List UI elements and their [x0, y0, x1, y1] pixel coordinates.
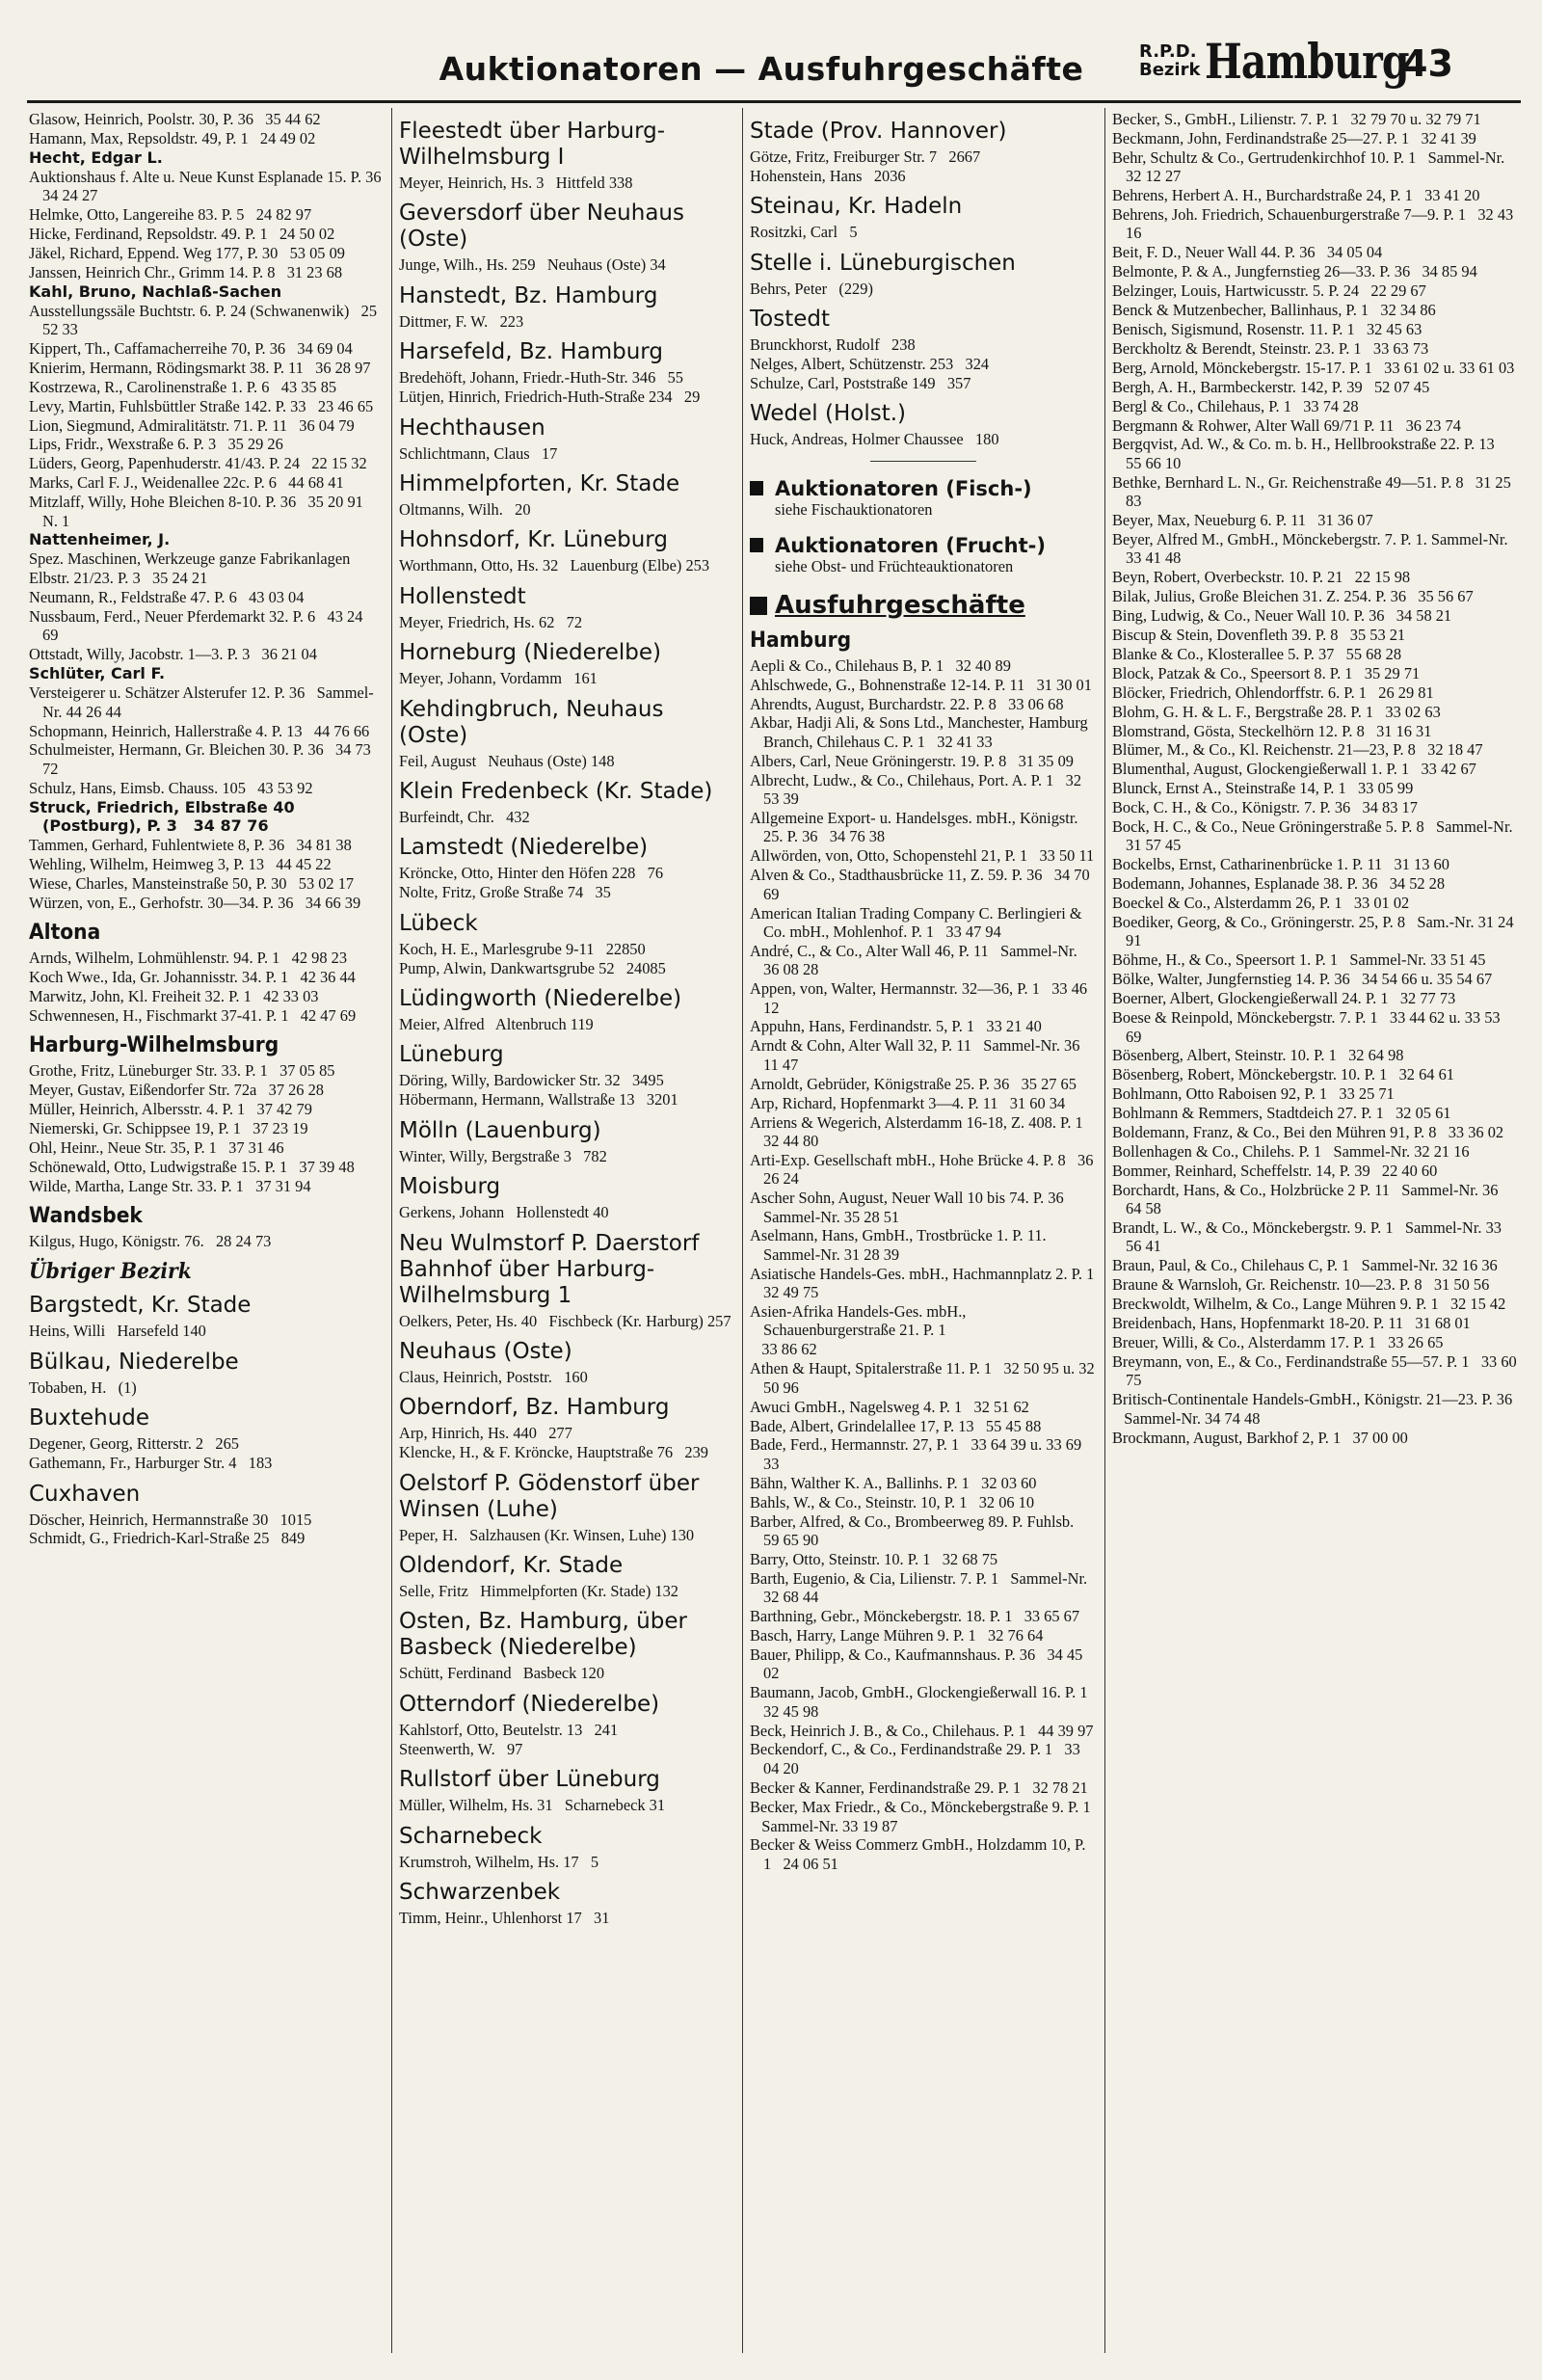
directory-entry: Ahlschwede, G., Bohnenstraße 12-14. P. 11 31 30 01: [750, 675, 1092, 694]
directory-entry: Bock, H. C., & Co., Neue Gröningerstraße 5. P. 8 Sammel-Nr. 31 57 45: [1112, 817, 1517, 855]
directory-entry: Brunckhorst, Rudolf 238: [750, 335, 916, 355]
directory-entry: Block, Patzak & Co., Speersort 8. P. 1 35 29 71: [1112, 663, 1421, 682]
directory-entry: Heins, Willi Harsefeld 140: [29, 1322, 206, 1341]
directory-entry: Bergh, A. H., Barmbeckerstr. 142, P. 39 52 07 45: [1112, 377, 1430, 396]
directory-entry: Levy, Martin, Fuhlsbüttler Straße 142. P. 33 23 46 65: [29, 396, 374, 415]
directory-entry: Appuhn, Hans, Ferdinandstr. 5, P. 1 33 21 40: [750, 1017, 1042, 1036]
directory-entry: Behrens, Herbert A. H., Burchardstraße 24, P. 1 33 41 20: [1112, 186, 1480, 205]
place-heading: Bülkau, Niederelbe: [29, 1349, 239, 1375]
directory-entry: Arnoldt, Gebrüder, Königstraße 25. P. 36 35 27 65: [750, 1074, 1077, 1093]
directory-entry: Berg, Arnold, Mönckebergstr. 15-17. P. 1 33 61 02 u. 33 61 03: [1112, 358, 1515, 377]
directory-entry: Allwörden, von, Otto, Schopenstehl 21, P. 1 33 50 11: [750, 846, 1095, 866]
directory-entry: Würzen, von, E., Gerhofstr. 30—34. P. 36 34 66 39: [29, 893, 361, 912]
place-heading: Mölln (Lauenburg): [399, 1117, 601, 1143]
directory-entry: Schopmann, Heinrich, Hallerstraße 4. P. 13 44 76 66: [29, 721, 370, 740]
place-heading: Tostedt: [750, 307, 830, 333]
directory-entry: Beyer, Max, Neueburg 6. P. 11 31 36 07: [1112, 511, 1373, 530]
place-heading: Lübeck: [399, 910, 478, 936]
place-heading: Geversdorf über Neuhaus (Oste): [399, 201, 692, 253]
directory-entry: Bockelbs, Ernst, Catharinenbrücke 1. P. 11 31 13 60: [1112, 855, 1449, 874]
directory-entry: Versteigerer u. Schätzer Alsterufer 12. P. 36 Sammel-Nr. 44 26 44: [29, 683, 374, 721]
directory-entry: Höbermann, Hermann, Wallstraße 13 3201: [399, 1090, 678, 1110]
directory-entry: Barth, Eugenio, & Cia, Lilienstr. 7. P. 1 Sammel-Nr. 32 68 44: [750, 1568, 1092, 1607]
district-label: [1139, 42, 1200, 79]
directory-entry: Kröncke, Otto, Hinter den Höfen 228 76: [399, 864, 664, 883]
place-heading: Lüneburg: [399, 1042, 504, 1068]
directory-entry: Koch Wwe., Ida, Gr. Johannisstr. 34. P. 1 42 36 44: [29, 967, 356, 986]
directory-entry: Akbar, Hadji Ali, & Sons Ltd., Manchester, Hamburg Branch, Chilehaus C. P. 1 32 41 33: [750, 713, 1092, 751]
place-heading: Himmelpforten, Kr. Stade: [399, 470, 680, 496]
directory-entry: Tobaben, H. (1): [29, 1377, 137, 1397]
directory-entry: Mitzlaff, Willy, Hohe Bleichen 8-10. P. 36 35 20 91 N. 1: [29, 493, 367, 530]
directory-entry: Basch, Harry, Lange Mühren 9. P. 1 32 76 64: [750, 1625, 1044, 1645]
directory-entry: Bergl & Co., Chilehaus, P. 1 33 74 28: [1112, 396, 1359, 415]
directory-entry: Bing, Ludwig, & Co., Neuer Wall 10. P. 36 34 58 21: [1112, 606, 1452, 626]
directory-entry: Lion, Siegmund, Admiralitätstr. 71. P. 11 36 04 79: [29, 415, 355, 435]
directory-entry: Wilde, Martha, Lange Str. 33. P. 1 37 31 94: [29, 1176, 311, 1195]
cross-reference-note: siehe Obst- und Früchteauktionatoren: [775, 556, 1014, 575]
directory-entry: Ausstellungssäle Buchtstr. 6. P. 24 (Schwanenwik) 25 52 33: [29, 301, 382, 338]
directory-entry: Breckwoldt, Wilhelm, & Co., Lange Mühren 9. P. 1 32 15 42: [1112, 1295, 1506, 1314]
place-heading: Kehdingbruch, Neuhaus (Oste): [399, 696, 671, 748]
directory-entry: Struck, Friedrich, Elbstraße 40 (Postburg), P. 3 34 87 76: [29, 797, 301, 836]
directory-entry: Claus, Heinrich, Poststr. 160: [399, 1367, 588, 1386]
directory-entry: Hohenstein, Hans 2036: [750, 166, 906, 185]
directory-entry: Borchardt, Hans, & Co., Holzbrücke 2 P. 11 Sammel-Nr. 36 64 58: [1112, 1180, 1502, 1218]
directory-entry: Awuci GmbH., Nagelsweg 4. P. 1 32 51 62: [750, 1397, 1029, 1416]
directory-entry: Gathemann, Fr., Harburger Str. 4 183: [29, 1454, 273, 1473]
directory-entry: Niemerski, Gr. Schippsee 19, P. 1 37 23 19: [29, 1118, 308, 1137]
directory-entry: Oltmanns, Wilh. 20: [399, 499, 531, 519]
directory-entry: Arti-Exp. Gesellschaft mbH., Hohe Brücke 4. P. 8 36 26 24: [750, 1150, 1098, 1189]
directory-entry: Sammel-Nr. 33 19 87: [750, 1816, 898, 1835]
directory-entry: Arp, Richard, Hopfenmarkt 3—4. P. 11 31 60 34: [750, 1093, 1066, 1112]
directory-entry: Meyer, Friedrich, Hs. 62 72: [399, 612, 583, 631]
directory-entry: Junge, Wilh., Hs. 259 Neuhaus (Oste) 34: [399, 255, 666, 275]
directory-entry: Biscup & Stein, Dovenfleth 39. P. 8 35 53 21: [1112, 625, 1406, 644]
directory-entry: Bergqvist, Ad. W., & Co. m. b. H., Hellbrookstraße 22. P. 13 55 66 10: [1112, 435, 1507, 472]
directory-entry: Sammel-Nr. 34 74 48: [1112, 1409, 1261, 1429]
directory-entry: Pump, Alwin, Dankwartsgrube 52 24085: [399, 958, 666, 977]
directory-entry: Kippert, Th., Caffamacherreihe 70, P. 36 34 69 04: [29, 338, 353, 358]
directory-entry: Auktionshaus f. Alte u. Neue Kunst Esplanade 15. P. 36 34 24 27: [29, 167, 393, 205]
directory-entry: Blohm, G. H. & L. F., Bergstraße 28. P. 1 33 02 63: [1112, 702, 1441, 721]
directory-entry: Boese & Reinpold, Mönckebergstr. 7. P. 1 33 44 62 u. 33 53 69: [1112, 1008, 1504, 1046]
directory-entry: Winter, Willy, Bergstraße 3 782: [399, 1146, 607, 1165]
directory-entry: Spez. Maschinen, Werkzeuge ganze Fabrikanlagen: [29, 549, 351, 569]
directory-entry: Hecht, Edgar L.: [29, 147, 163, 167]
directory-entry: Behrens, Joh. Friedrich, Schauenburgerstraße 7—9. P. 1 32 43 16: [1112, 205, 1518, 243]
directory-entry: Aepli & Co., Chilehaus B, P. 1 32 40 89: [750, 655, 1011, 675]
directory-entry: Worthmann, Otto, Hs. 32 Lauenburg (Elbe) 253: [399, 556, 710, 575]
directory-entry: Glasow, Heinrich, Poolstr. 30, P. 36 35 44 62: [29, 110, 321, 128]
directory-entry: Barber, Alfred, & Co., Brombeerweg 89. P. Fuhlsb. 59 65 90: [750, 1511, 1086, 1549]
directory-entry: Belmonte, P. & A., Jungfernstieg 26—33. P. 36 34 85 94: [1112, 262, 1477, 281]
directory-entry: Belzinger, Louis, Hartwicusstr. 5. P. 24 22 29 67: [1112, 281, 1426, 301]
page-header: [0, 0, 1542, 106]
directory-entry: Kostrzewa, R., Carolinenstraße 1. P. 6 43 35 85: [29, 377, 337, 396]
directory-entry: Müller, Heinrich, Albersstr. 4. P. 1 37 42 79: [29, 1100, 312, 1118]
directory-entry: Alven & Co., Stadthausbrücke 11, Z. 59. P. 36 34 70 69: [750, 866, 1094, 903]
directory-entry: Beckmann, John, Ferdinandstraße 25—27. P. 1 32 41 39: [1112, 128, 1476, 147]
directory-entry: Feil, August Neuhaus (Oste) 148: [399, 751, 615, 770]
directory-entry: Behrs, Peter (229): [750, 279, 873, 298]
page-number: 43: [1402, 42, 1453, 85]
directory-entry: Bollenhagen & Co., Chilehs. P. 1 Sammel-Nr. 32 21 16: [1112, 1141, 1470, 1161]
place-heading: Harsefeld, Bz. Hamburg: [399, 339, 663, 365]
directory-entry: Barry, Otto, Steinstr. 10. P. 1 32 68 75: [750, 1549, 998, 1568]
place-heading: Neu Wulmstorf P. Daerstorf Bahnhof über Harburg-Wilhelmsburg 1: [399, 1230, 706, 1308]
directory-entry: Brockmann, August, Barkhof 2, P. 1 37 00 00: [1112, 1429, 1408, 1448]
directory-entry: Blunck, Ernst A., Steinstraße 14, P. 1 33 05 99: [1112, 779, 1414, 798]
directory-entry: Kahlstorf, Otto, Beutelstr. 13 241: [399, 1720, 619, 1739]
directory-entry: Bommer, Reinhard, Scheffelstr. 14, P. 39 22 40 60: [1112, 1161, 1438, 1180]
directory-entry: Schwennesen, H., Fischmarkt 37-41. P. 1 42 47 69: [29, 1005, 357, 1025]
category-heading: Auktionatoren (Fisch-): [750, 477, 1097, 500]
directory-entry: Berckholtz & Berendt, Steinstr. 23. P. 1 33 63 73: [1112, 338, 1429, 358]
section-heading: Altona: [29, 921, 101, 946]
directory-entry: Blümer, M., & Co., Kl. Reichenstr. 21—23, P. 8 32 18 47: [1112, 740, 1483, 760]
directory-entry: Schütt, Ferdinand Basbeck 120: [399, 1664, 605, 1683]
directory-entry: Kahl, Bruno, Nachlaß-Sachen: [29, 281, 282, 301]
directory-entry: Schulmeister, Hermann, Gr. Bleichen 30. P. 36 34 73 72: [29, 740, 375, 778]
directory-entry: Lütjen, Hinrich, Friedrich-Huth-Straße 234 29: [399, 388, 701, 407]
directory-entry: Jäkel, Richard, Eppend. Weg 177, P. 30 53 05 09: [29, 243, 345, 262]
place-heading: Hohnsdorf, Kr. Lüneburg: [399, 527, 668, 553]
place-heading: Hollenstedt: [399, 583, 526, 609]
directory-entry: Asien-Afrika Handels-Ges. mbH., Schauenburgerstraße 21. P. 1: [750, 1302, 970, 1340]
directory-entry: Bade, Albert, Grindelallee 17, P. 13 55 45 88: [750, 1416, 1042, 1435]
directory-entry: Peper, H. Salzhausen (Kr. Winsen, Luhe) 130: [399, 1525, 695, 1544]
directory-entry: Benck & Mutzenbecher, Ballinhaus, P. 1 32 34 86: [1112, 301, 1436, 320]
directory-entry: Nolte, Fritz, Große Straße 74 35: [399, 883, 611, 902]
directory-entry: Meyer, Heinrich, Hs. 3 Hittfeld 338: [399, 174, 633, 192]
directory-entry: Krumstroh, Wilhelm, Hs. 17 5: [399, 1852, 599, 1871]
directory-entry: Benisch, Sigismund, Rosenstr. 11. P. 1 32 45 63: [1112, 319, 1422, 338]
directory-entry: Becker & Weiss Commerz GmbH., Holzdamm 10, P. 1 24 06 51: [750, 1835, 1090, 1873]
directory-entry: Ottstadt, Willy, Jacobstr. 1—3. P. 3 36 21 04: [29, 645, 317, 664]
place-heading: Scharnebeck: [399, 1823, 543, 1849]
directory-entry: Klencke, H., & F. Kröncke, Hauptstraße 76 239: [399, 1443, 708, 1462]
directory-entry: Bohlmann & Remmers, Stadtdeich 27. P. 1 32 05 61: [1112, 1104, 1451, 1123]
directory-entry: Nussbaum, Ferd., Neuer Pferdemarkt 32. P. 6 43 24 69: [29, 607, 367, 645]
directory-entry: Bethke, Bernhard L. N., Gr. Reichenstraße 49—51. P. 8 31 25 83: [1112, 472, 1515, 511]
directory-entry: Götze, Fritz, Freiburger Str. 7 2667: [750, 147, 981, 166]
directory-entry: Allgemeine Export- u. Handelsges. mbH., Königstr. 25. P. 36 34 76 38: [750, 809, 1082, 846]
directory-entry: Marwitz, John, Kl. Freiheit 32. P. 1 42 33 03: [29, 986, 319, 1005]
place-heading: Bargstedt, Kr. Stade: [29, 1293, 252, 1319]
directory-entry: Schulz, Hans, Eimsb. Chauss. 105 43 53 92: [29, 778, 313, 797]
directory-entry: Ohl, Heinr., Neue Str. 35, P. 1 37 31 46: [29, 1137, 284, 1157]
category-heading: Ausfuhrgeschäfte: [750, 591, 1097, 620]
directory-entry: Schmidt, G., Friedrich-Karl-Straße 25 849: [29, 1529, 306, 1548]
page-title: Auktionatoren — Ausfuhrgeschäfte: [439, 50, 1084, 88]
directory-column-3: [750, 110, 1106, 2367]
directory-entry: Janssen, Heinrich Chr., Grimm 14. P. 8 31 23 68: [29, 262, 343, 281]
place-heading: Wedel (Holst.): [750, 401, 907, 427]
directory-entry: Beyn, Robert, Overbeckstr. 10. P. 21 22 15 98: [1112, 568, 1411, 587]
directory-entry: Beckendorf, C., & Co., Ferdinandstraße 29. P. 1 33 04 20: [750, 1740, 1084, 1778]
directory-entry: Neumann, R., Feldstraße 47. P. 6 43 03 04: [29, 588, 305, 607]
directory-entry: Blöcker, Friedrich, Ohlendorffstr. 6. P. 1 26 29 81: [1112, 682, 1434, 702]
directory-entry: Brandt, L. W., & Co., Mönckebergstr. 9. P. 1 Sammel-Nr. 33 56 41: [1112, 1218, 1506, 1256]
directory-entry: Boeckel & Co., Alsterdamm 26, P. 1 33 01 02: [1112, 894, 1410, 913]
column-divider: [391, 108, 392, 2353]
directory-entry: Braun, Paul, & Co., Chilehaus C, P. 1 Sammel-Nr. 32 16 36: [1112, 1256, 1498, 1275]
directory-entry: Bohlmann, Otto Raboisen 92, P. 1 33 25 71: [1112, 1084, 1395, 1104]
place-heading: Horneburg (Niederelbe): [399, 640, 661, 666]
rpd-label: R.P.D.: [1139, 41, 1197, 62]
directory-entry: Meyer, Gustav, Eißendorfer Str. 72a 37 26 28: [29, 1081, 324, 1100]
directory-entry: Knierim, Hermann, Rödingsmarkt 38. P. 11 36 28 97: [29, 358, 371, 377]
directory-entry: Schulze, Carl, Poststraße 149 357: [750, 373, 971, 392]
column-divider: [1104, 108, 1105, 2353]
place-heading: Stelle i. Lüneburgischen: [750, 250, 1016, 276]
place-heading: Lüdingworth (Niederelbe): [399, 986, 682, 1011]
directory-entry: Bergmann & Rohwer, Alter Wall 69/71 P. 11 36 23 74: [1112, 415, 1461, 435]
directory-entry: Oelkers, Peter, Hs. 40 Fischbeck (Kr. Harburg) 257: [399, 1311, 731, 1330]
section-heading: Übriger Bezirk: [29, 1259, 192, 1285]
directory-entry: Grothe, Fritz, Lüneburger Str. 33. P. 1 37 05 85: [29, 1061, 335, 1081]
directory-entry: Barthning, Gebr., Mönckebergstr. 18. P. 1 33 65 67: [750, 1607, 1080, 1626]
directory-entry: 33 86 62: [750, 1340, 817, 1359]
place-heading: Steinau, Kr. Hadeln: [750, 194, 963, 220]
directory-entry: Hamann, Max, Repsoldstr. 49, P. 1 24 49 02: [29, 128, 316, 147]
directory-column-2: [399, 110, 734, 2367]
directory-entry: Hicke, Ferdinand, Repsoldstr. 49. P. 1 24 50 02: [29, 224, 335, 243]
directory-entry: Albers, Carl, Neue Gröningerstr. 19. P. 8 31 35 09: [750, 751, 1074, 770]
section-separator: [870, 461, 976, 462]
directory-entry: Degener, Georg, Ritterstr. 2 265: [29, 1434, 239, 1454]
section-heading: Harburg-Wilhelmsburg: [29, 1033, 279, 1058]
directory-entry: Bilak, Julius, Große Bleichen 31. Z. 254. P. 36 35 56 67: [1112, 587, 1474, 606]
directory-entry: Schlüter, Carl F.: [29, 664, 166, 683]
directory-entry: Helmke, Otto, Langereihe 83. P. 5 24 82 97: [29, 205, 312, 225]
directory-entry: Bodemann, Johannes, Esplanade 38. P. 36 34 52 28: [1112, 874, 1446, 894]
directory-entry: Böhme, H., & Co., Speersort 1. P. 1 Sammel-Nr. 33 51 45: [1112, 950, 1486, 970]
directory-entry: Boerner, Albert, Glockengießerwall 24. P. 1 32 77 73: [1112, 989, 1456, 1008]
directory-entry: Ahrendts, August, Burchardstr. 22. P. 8 33 06 68: [750, 694, 1064, 713]
cross-reference-note: siehe Fischauktionatoren: [775, 499, 933, 519]
directory-entry: Asiatische Handels-Ges. mbH., Hachmannplatz 2. P. 1 32 49 75: [750, 1264, 1106, 1302]
directory-entry: Lüders, Georg, Papenhuderstr. 41/43. P. 24 22 15 32: [29, 454, 367, 473]
directory-entry: Tammen, Gerhard, Fuhlentwiete 8, P. 36 34 81 38: [29, 835, 352, 854]
directory-entry: Selle, Fritz Himmelpforten (Kr. Stade) 132: [399, 1582, 678, 1601]
directory-entry: Boldemann, Franz, & Co., Bei den Mühren 91, P. 8 33 36 02: [1112, 1123, 1504, 1142]
directory-entry: Bähn, Walther K. A., Ballinhs. P. 1 32 03 60: [750, 1473, 1037, 1492]
directory-entry: Bredehöft, Johann, Friedr.-Huth-Str. 346 55: [399, 368, 683, 388]
directory-entry: Gerkens, Johann Hollenstedt 40: [399, 1203, 609, 1222]
directory-entry: Blomstrand, Gösta, Steckelhörn 12. P. 8 31 16 31: [1112, 721, 1432, 740]
directory-entry: Huck, Andreas, Holmer Chaussee 180: [750, 430, 999, 449]
directory-entry: Becker, Max Friedr., & Co., Mönckebergstraße 9. P. 1: [750, 1797, 1091, 1816]
place-heading: Stade (Prov. Hannover): [750, 119, 1007, 144]
place-heading: Oelstorf P. Gödenstorf über Winsen (Luhe): [399, 1470, 706, 1522]
place-heading: Moisburg: [399, 1174, 501, 1200]
directory-entry: Boediker, Georg, & Co., Gröningerstr. 25, P. 8 Sam.-Nr. 31 24 91: [1112, 913, 1518, 950]
directory-entry: André, C., & Co., Alter Wall 46, P. 11 Sammel-Nr. 36 08 28: [750, 941, 1081, 979]
directory-entry: Wiese, Charles, Mansteinstraße 50, P. 30 53 02 17: [29, 873, 355, 893]
directory-entry: Appen, von, Walter, Hermannstr. 32—36, P. 1 33 46 12: [750, 979, 1092, 1017]
directory-entry: Elbstr. 21/23. P. 3 35 24 21: [29, 569, 208, 588]
column-divider: [742, 108, 743, 2353]
place-heading: Oldendorf, Kr. Stade: [399, 1553, 624, 1579]
category-heading: Auktionatoren (Frucht-): [750, 534, 1097, 557]
directory-entry: Schönewald, Otto, Ludwigstraße 15. P. 1 37 39 48: [29, 1157, 355, 1176]
directory-entry: Breymann, von, E., & Co., Ferdinandstraße 55—57. P. 1 33 60 75: [1112, 1351, 1521, 1390]
directory-entry: Steenwerth, W. 97: [399, 1739, 523, 1758]
directory-entry: Timm, Heinr., Uhlenhorst 17 31: [399, 1909, 610, 1927]
directory-entry: Athen & Haupt, Spitalerstraße 11. P. 1 32 50 95 u. 32 50 96: [750, 1359, 1099, 1397]
directory-entry: Bösenberg, Albert, Steinstr. 10. P. 1 32 64 98: [1112, 1046, 1404, 1065]
directory-entry: Dittmer, F. W. 223: [399, 311, 524, 331]
directory-entry: Britisch-Continentale Handels-GmbH., Königstr. 21—23. P. 36: [1112, 1390, 1513, 1409]
directory-entry: Nattenheimer, J.: [29, 530, 171, 549]
directory-entry: Nelges, Albert, Schützenstr. 253 324: [750, 355, 990, 374]
place-heading: Fleestedt über Harburg-Wilhelmsburg I: [399, 119, 666, 170]
header-rule: [27, 100, 1521, 103]
directory-entry: Wehling, Wilhelm, Heimweg 3, P. 13 44 45 22: [29, 854, 332, 873]
directory-entry: Bösenberg, Robert, Mönckebergstr. 10. P. 1 32 64 61: [1112, 1065, 1454, 1084]
directory-entry: Bauer, Philipp, & Co., Kaufmannshaus. P. 36 34 45 02: [750, 1645, 1087, 1683]
directory-entry: Beit, F. D., Neuer Wall 44. P. 36 34 05 04: [1112, 243, 1383, 262]
directory-column-1: [29, 110, 393, 2367]
directory-entry: Meier, Alfred Altenbruch 119: [399, 1015, 594, 1033]
directory-entry: Döring, Willy, Bardowicker Str. 32 3495: [399, 1071, 664, 1090]
directory-entry: Arndt & Cohn, Alter Wall 32, P. 11 Sammel-Nr. 36 11 47: [750, 1036, 1084, 1074]
directory-entry: Beck, Heinrich J. B., & Co., Chilehaus. P. 1 44 39 97: [750, 1721, 1094, 1740]
place-heading: Klein Fredenbeck (Kr. Stade): [399, 778, 713, 804]
place-heading: Rullstorf über Lüneburg: [399, 1767, 660, 1793]
directory-entry: Beyer, Alfred M., GmbH., Mönckebergstr. 7. P. 1. Sammel-Nr. 33 41 48: [1112, 529, 1512, 568]
directory-entry: Schlichtmann, Claus 17: [399, 443, 558, 463]
place-heading: Otterndorf (Niederelbe): [399, 1691, 660, 1717]
directory-entry: Breidenbach, Hans, Hopfenmarkt 18-20. P. 11 31 68 01: [1112, 1314, 1471, 1333]
directory-entry: Bade, Ferd., Hermannstr. 27, P. 1 33 64 39 u. 33 69 33: [750, 1435, 1086, 1473]
place-heading: Oberndorf, Bz. Hamburg: [399, 1395, 670, 1421]
directory-column-4: [1112, 110, 1521, 2367]
place-heading: Osten, Bz. Hamburg, über Basbeck (Niederelbe): [399, 1609, 695, 1661]
directory-entry: Meyer, Johann, Vordamm 161: [399, 669, 598, 688]
directory-entry: Bölke, Walter, Jungfernstieg 14. P. 36 34 54 66 u. 35 54 67: [1112, 970, 1493, 989]
section-heading: Wandsbek: [29, 1204, 143, 1229]
directory-entry: Arp, Hinrich, Hs. 440 277: [399, 1424, 572, 1443]
directory-entry: Breuer, Willi, & Co., Alsterdamm 17. P. 1 33 26 65: [1112, 1333, 1444, 1351]
section-heading: Hamburg: [750, 628, 852, 653]
city-name: Hamburg: [1205, 33, 1409, 90]
directory-entry: Aselmann, Hans, GmbH., Trostbrücke 1. P. 11. Sammel-Nr. 31 28 39: [750, 1226, 1050, 1264]
place-heading: Lamstedt (Niederelbe): [399, 835, 649, 861]
directory-entry: Rositzki, Carl 5: [750, 223, 858, 242]
place-heading: Buxtehude: [29, 1405, 150, 1431]
place-heading: Hechthausen: [399, 414, 545, 441]
directory-entry: Koch, H. E., Marlesgrube 9-11 22850: [399, 939, 646, 958]
directory-entry: Ascher Sohn, August, Neuer Wall 10 bis 74. P. 36 Sammel-Nr. 35 28 51: [750, 1189, 1077, 1226]
directory-entry: Braune & Warnsloh, Gr. Reichenstr. 10—23. P. 8 31 50 56: [1112, 1275, 1490, 1295]
directory-entry: Burfeindt, Chr. 432: [399, 807, 530, 826]
place-heading: Schwarzenbek: [399, 1880, 561, 1905]
place-heading: Neuhaus (Oste): [399, 1338, 572, 1364]
directory-entry: Kilgus, Hugo, Königstr. 76. 28 24 73: [29, 1232, 272, 1251]
directory-entry: Blumenthal, August, Glockengießerwall 1. P. 1 33 42 67: [1112, 760, 1476, 779]
bezirk-label: Bezirk: [1139, 60, 1201, 80]
place-heading: Hanstedt, Bz. Hamburg: [399, 282, 658, 308]
directory-entry: American Italian Trading Company C. Berlingieri & Co. mbH., Mohlenhof. P. 1 33 47 94: [750, 903, 1086, 941]
directory-entry: Bahls, W., & Co., Steinstr. 10, P. 1 32 06 10: [750, 1492, 1035, 1511]
directory-entry: Behr, Schultz & Co., Gertrudenkirchhof 10. P. 1 Sammel-Nr. 32 12 27: [1112, 147, 1509, 186]
directory-entry: Müller, Wilhelm, Hs. 31 Scharnebeck 31: [399, 1796, 666, 1815]
directory-entry: Albrecht, Ludw., & Co., Chilehaus, Port. A. P. 1 32 53 39: [750, 770, 1086, 809]
directory-entry: Marks, Carl F. J., Weidenallee 22c. P. 6 44 68 41: [29, 473, 344, 493]
directory-entry: Baumann, Jacob, GmbH., Glockengießerwall 16. P. 1 32 45 98: [750, 1683, 1100, 1721]
directory-entry: Blanke & Co., Klosterallee 5. P. 37 55 68 28: [1112, 644, 1402, 663]
place-heading: Cuxhaven: [29, 1481, 141, 1507]
directory-entry: Bock, C. H., & Co., Königstr. 7. P. 36 34 83 17: [1112, 798, 1418, 817]
directory-entry: Arriens & Wegerich, Alsterdamm 16-18, Z. 408. P. 1 32 44 80: [750, 1112, 1096, 1150]
directory-entry: Döscher, Heinrich, Hermannstraße 30 1015: [29, 1510, 312, 1529]
directory-entry: Arnds, Wilhelm, Lohmühlenstr. 94. P. 1 42 98 23: [29, 949, 348, 968]
directory-entry: Lips, Fridr., Wexstraße 6. P. 3 35 29 26: [29, 435, 283, 454]
directory-entry: Becker, S., GmbH., Lilienstr. 7. P. 1 32 79 70 u. 32 79 71: [1112, 110, 1481, 128]
directory-entry: Becker & Kanner, Ferdinandstraße 29. P. 1 32 78 21: [750, 1778, 1088, 1797]
